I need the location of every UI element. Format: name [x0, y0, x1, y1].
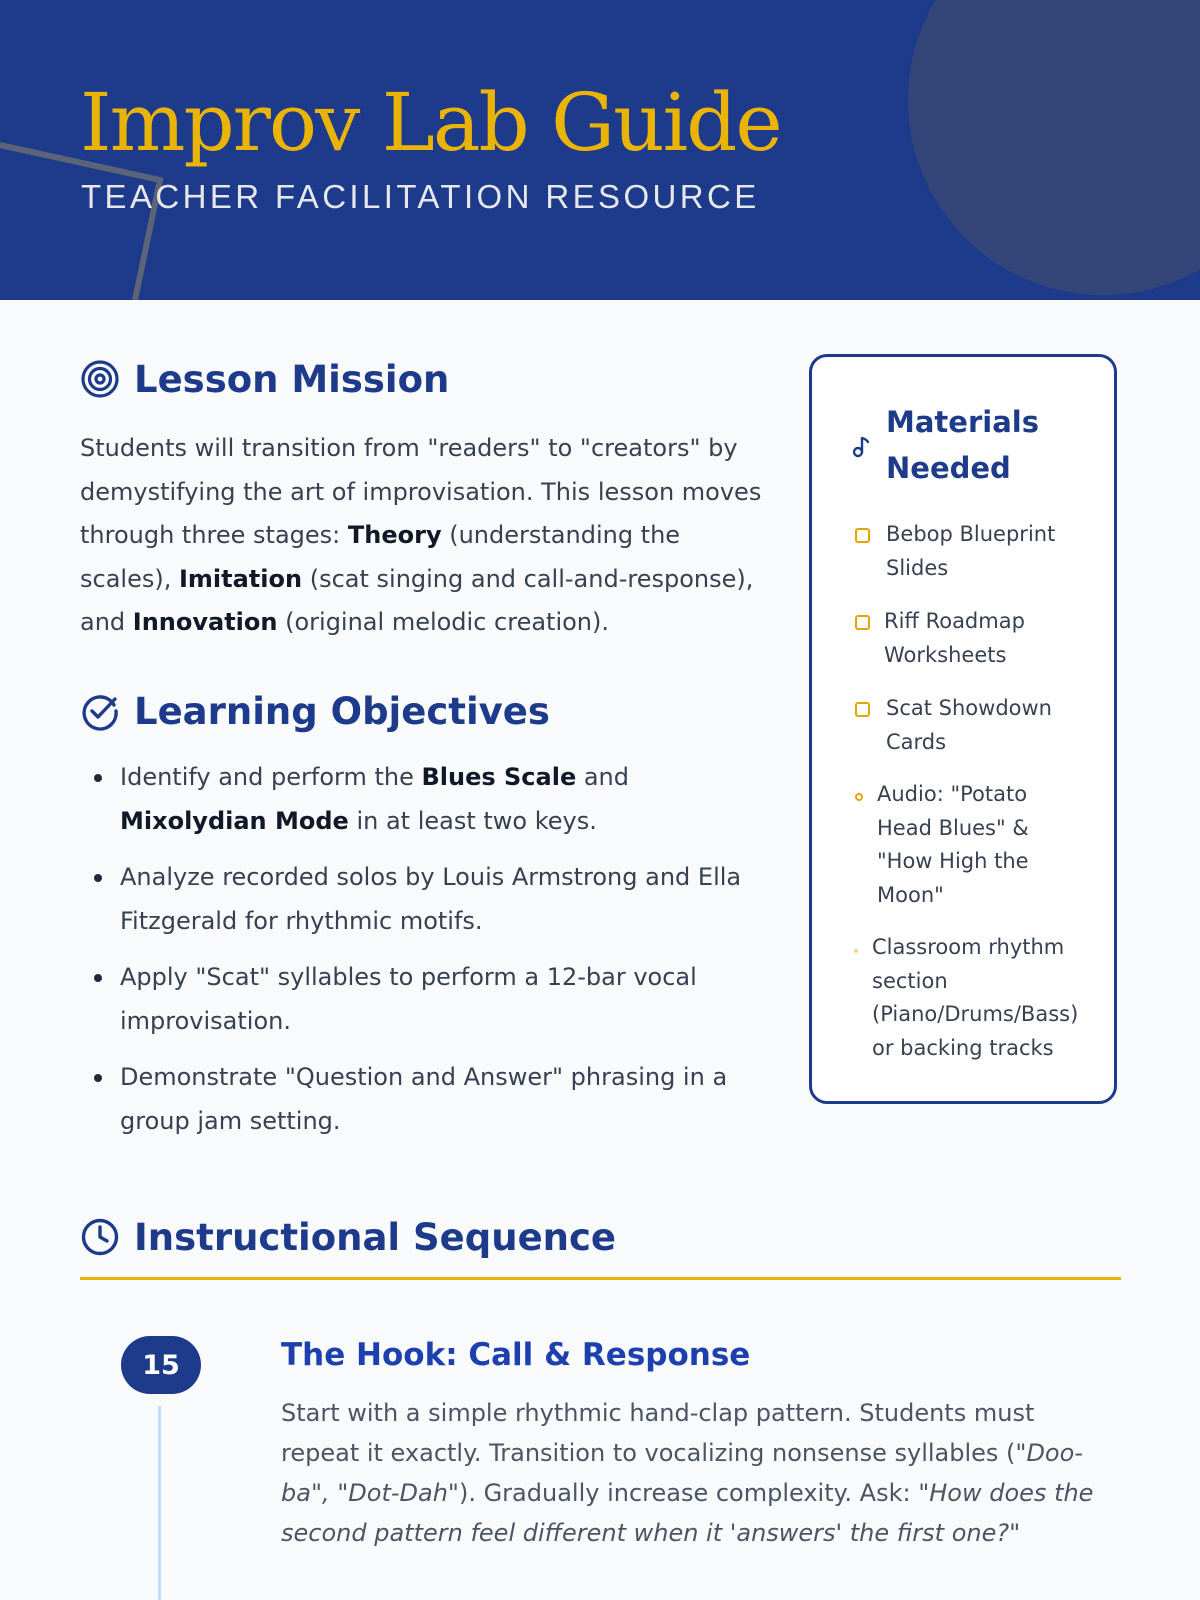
checkbox-icon — [855, 702, 870, 717]
materials-item: Audio: "Potato Head Blues" & "How High the Moon" — [855, 778, 1085, 912]
materials-card — [809, 354, 1117, 1104]
bullet-icon — [855, 793, 863, 801]
objectives-list — [80, 756, 770, 1156]
mission-paragraph: Students will transition from "readers" to "creators" by demystifying the art of improvisation. This lesson moves through three stages: Theory (understanding the scales), Imitation (scat singing and call-and-response), and Innovation (original melodic creation). — [80, 434, 762, 636]
section-divider — [80, 1277, 1121, 1280]
step-title: The Hook: Call & Response — [281, 1337, 751, 1373]
lesson-mission-heading — [80, 354, 449, 404]
section-title: Learning Objectives — [134, 689, 550, 733]
page-subtitle: TEACHER FACILITATION RESOURCE — [81, 178, 760, 215]
stage-innovation: Innovation — [132, 608, 278, 636]
music-note-icon — [850, 430, 872, 460]
checkbox-icon — [855, 528, 870, 543]
materials-item: Classroom rhythm section (Piano/Drums/Bass) or backing tracks — [854, 931, 1094, 1065]
bullet-icon — [854, 949, 858, 953]
list-item: Apply "Scat" syllables to perform a 12-bar vocal improvisation. — [80, 956, 770, 1043]
materials-title: Materials Needed — [886, 405, 1039, 485]
checkbox-icon — [855, 615, 870, 630]
clock-icon — [80, 1217, 120, 1257]
page-header — [0, 0, 1200, 300]
materials-item: Scat Showdown Cards — [855, 692, 1085, 759]
materials-item: Riff Roadmap Worksheets — [855, 605, 1085, 672]
stage-imitation: Imitation — [178, 564, 303, 593]
check-circle-icon — [80, 691, 120, 731]
target-icon — [80, 359, 120, 399]
learning-objectives-heading — [80, 686, 550, 736]
page-title: Improv Lab Guide — [80, 76, 781, 169]
section-title: Lesson Mission — [134, 357, 450, 401]
section-title: Instructional Sequence — [134, 1215, 617, 1259]
list-item: Demonstrate "Question and Answer" phrasing in a group jam setting. — [80, 1056, 770, 1143]
instructional-sequence-heading — [80, 1212, 616, 1262]
step-number-badge: 15 — [121, 1336, 201, 1394]
stage-theory: Theory — [347, 521, 442, 549]
materials-item: Bebop Blueprint Slides — [855, 518, 1085, 585]
step-description: Start with a simple rhythmic hand-clap pattern. Students must repeat it exactly. Transition to vocalizing nonsense syllables ("Doo-ba", "Dot-Dah"). Gradually increase complexity. Ask: "How does the second pattern feel different when it 'answers' the first one?" — [281, 1399, 1094, 1547]
list-item: Analyze recorded solos by Louis Armstrong and Ella Fitzgerald for rhythmic motifs. — [80, 856, 770, 943]
timeline-line — [158, 1406, 161, 1600]
list-item: Identify and perform the Blues Scale and Mixolydian Mode in at least two keys. — [80, 756, 770, 843]
materials-heading — [850, 399, 1066, 491]
